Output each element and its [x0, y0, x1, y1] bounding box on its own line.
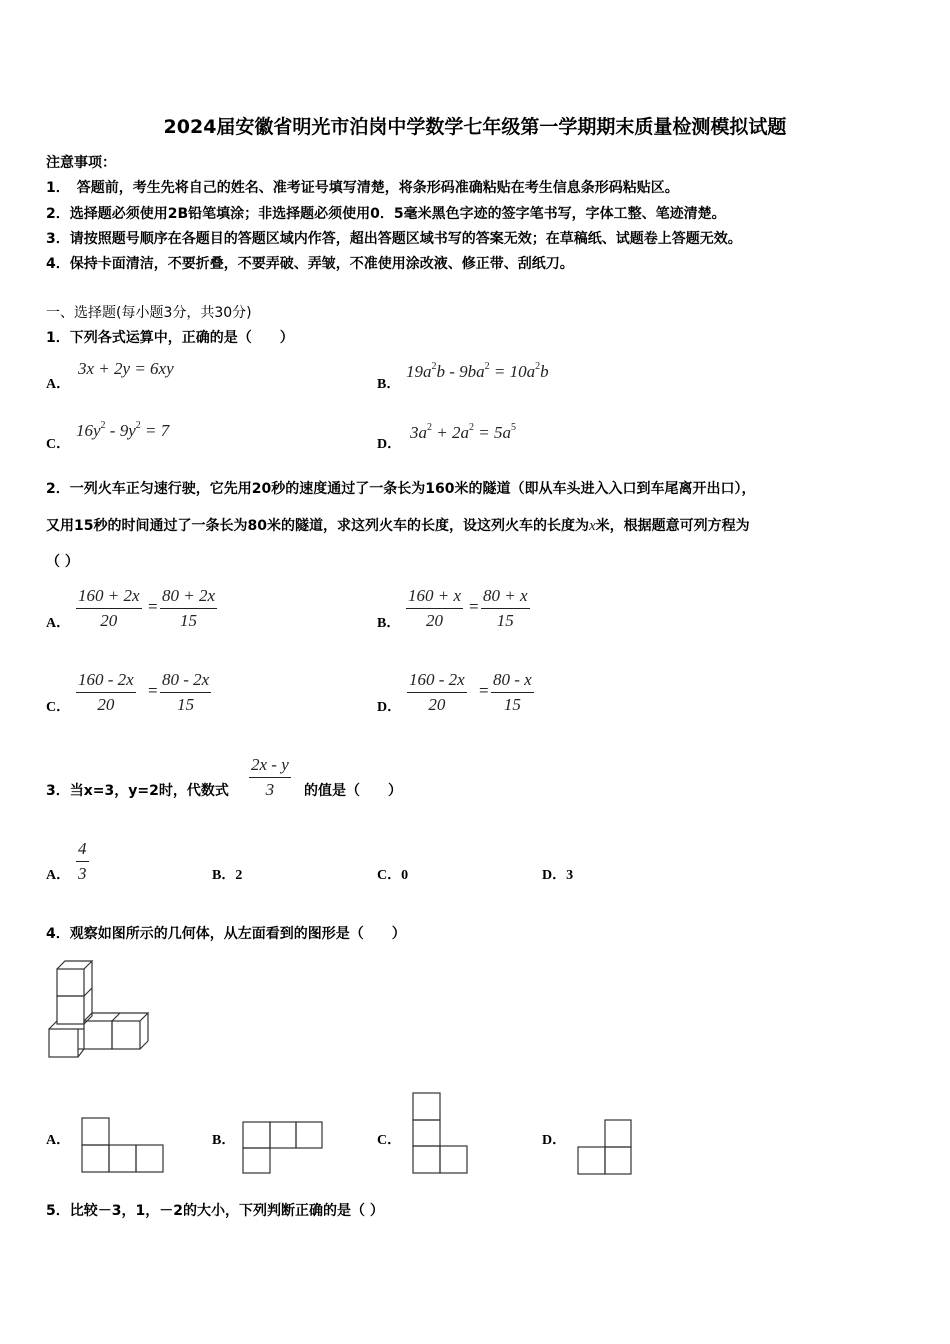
q2-option-a-label: A．	[46, 616, 71, 631]
question-2-line-2: 又用15秒的时间通过了一条长为80米的隧道，求这列火车的长度，设这列火车的长度为x米，根据题意可列方程为	[46, 518, 750, 534]
q2-a-left-fraction: $\frac{160 + 2x}{20}$	[78, 586, 140, 630]
notes-heading: 注意事项：	[46, 155, 116, 171]
q2-d-right-fraction: $\frac{80 - x}{15}$	[493, 670, 532, 714]
notes-item-1: 1． 答题前，考生先将自己的姓名、准考证号填写清楚，将条形码准确粘贴在考生信息条形码粘贴区。	[46, 180, 679, 196]
question-4-stem: 4．观察如图所示的几何体，从左面看到的图形是（ ）	[46, 926, 406, 942]
q2-c-left-fraction: $\frac{160 - 2x}{20}$	[78, 670, 134, 714]
q4-option-d-label: D．	[542, 1133, 567, 1148]
q1-option-b-label: B．	[377, 377, 401, 392]
q3-expression-fraction: $\frac{2x - y}{3}$	[251, 755, 289, 799]
q3-option-a-label: A．	[46, 868, 71, 883]
q1-option-b-expr: $19a^2b - 9ba^2 = 10a^2b$	[406, 361, 549, 381]
q2-option-d-label: D．	[377, 700, 402, 715]
q3-option-b: B．2	[212, 868, 243, 883]
q2-b-right-fraction: $\frac{80 + x}{15}$	[483, 586, 528, 630]
q4-option-c-label: C．	[377, 1133, 402, 1148]
section-heading: 一、选择题(每小题3分，共30分)	[46, 305, 252, 321]
q4-option-a-label: A．	[46, 1133, 71, 1148]
notes-item-3: 3．请按照题号顺序在各题目的答题区域内作答，超出答题区域书写的答案无效；在草稿纸、试题卷上答题无效。	[46, 231, 742, 247]
question-5-stem: 5．比较－3，1，－2的大小，下列判断正确的是（ ）	[46, 1203, 384, 1219]
q2-b-left-fraction: $\frac{160 + x}{20}$	[408, 586, 462, 630]
q1-option-a-label: A．	[46, 377, 71, 392]
q2-a-right-fraction: $\frac{80 + 2x}{15}$	[162, 586, 216, 630]
question-3-stem-start: 3．当x=3，y=2时，代数式	[46, 783, 229, 799]
question-2-line-1: 2．一列火车正匀速行驶，它先用20秒的速度通过了一条长为160米的隧道（即从车头进入入口到车尾离开出口），	[46, 481, 756, 497]
q1-option-d-label: D．	[377, 437, 402, 452]
q1-option-a-expr: 3x + 2y = 6xy	[78, 359, 174, 378]
q2-option-b-label: B．	[377, 616, 401, 631]
q1-option-c-label: C．	[46, 437, 71, 452]
q3-option-d: D．3	[542, 868, 574, 883]
question-2-line-3: （ ）	[46, 554, 79, 570]
q3-option-a-fraction: $\frac{4}{3}$	[78, 839, 87, 883]
q1-option-c-expr: $16y^2 - 9y^2 = 7$	[76, 420, 170, 440]
q2-b-equals: =	[469, 597, 479, 616]
q2-d-equals: =	[479, 681, 489, 700]
question-1-stem: 1．下列各式运算中，正确的是（ ）	[46, 330, 294, 346]
q1-option-d-expr: $3a^2 + 2a^2 = 5a^5$	[410, 422, 516, 442]
q4-option-b-label: B．	[212, 1133, 236, 1148]
q2-c-right-fraction: $\frac{80 - 2x}{15}$	[162, 670, 210, 714]
page-title: 2024届安徽省明光市泊岗中学数学七年级第一学期期末质量检测模拟试题	[163, 116, 787, 138]
notes-item-4: 4．保持卡面清洁，不要折叠，不要弄破、弄皱，不准使用涂改液、修正带、刮纸刀。	[46, 256, 574, 272]
question-3-stem-end: 的值是（ ）	[304, 783, 402, 799]
q2-a-equals: =	[148, 597, 158, 616]
notes-item-2: 2．选择题必须使用2B铅笔填涂；非选择题必须使用0．5毫米黑色字迹的签字笔书写，字体工整、笔迹清楚。	[46, 206, 726, 222]
q2-option-c-label: C．	[46, 700, 71, 715]
q2-c-equals: =	[148, 681, 158, 700]
q2-d-left-fraction: $\frac{160 - 2x}{20}$	[409, 670, 465, 714]
q3-option-c: C．0	[377, 868, 409, 883]
